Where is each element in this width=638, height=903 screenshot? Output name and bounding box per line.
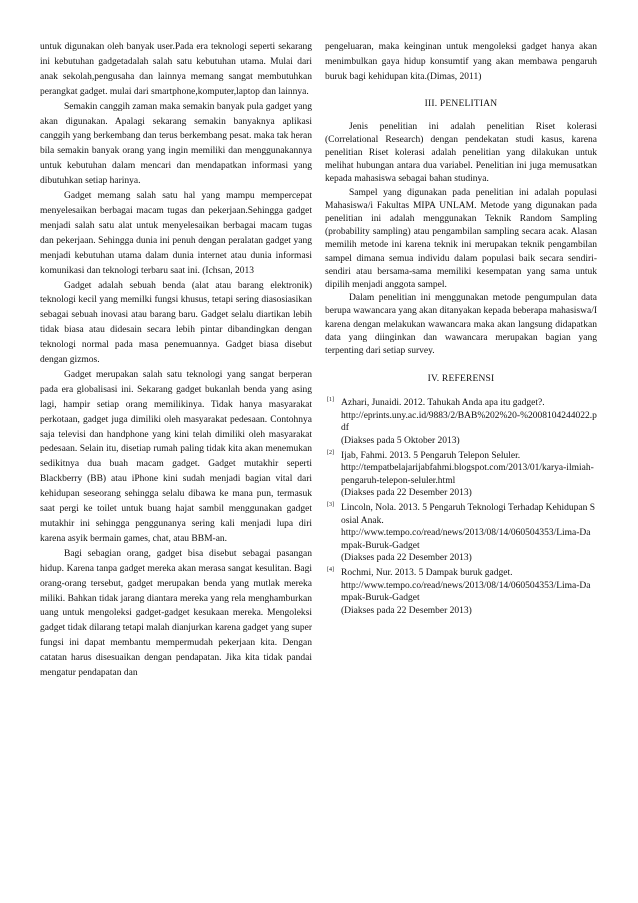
paragraph-gadget-growth: Semakin canggih zaman maka semakin banyak pula gadget yang akan digunakan. Apalagi sekarang semakin banyaknya aplikasi canggih yang berkembang dan terus berkembang pesat. maka tak heran bila semakin banyak orang yang ingin memiliki dan menggunakannya untuk kebutuhan dalam mencari dan mendapatkan informasi yang dibutuhkan setiap harinya. [40, 101, 312, 187]
section-heading-referensi: IV. REFERENSI [427, 374, 495, 385]
reference-access-date: (Diakses pada 5 Oktober 2013) [341, 435, 460, 446]
reference-number: [4] [327, 566, 334, 573]
reference-item [325, 502, 597, 565]
reference-citation: Lincoln, Nola. 2013. 5 Pengaruh Teknologi Terhadap Kehidupan Sosial Anak. [341, 502, 595, 526]
paragraph-sampling: Sampel yang digunakan pada penelitian ini adalah populasi Mahasiswa/i Fakultas MIPA UNLAM. Metode yang digunakan pada penelitian ini adalah menggunakan Teknik Random Sampling (probability sampling) atau pengambilan sampling secara acak. Alasan memilih metode ini karena teknik ini merupakan teknik pengambilan sampel dimana semua individu dalam populasi baik secara sendiri-sendiri atau bersama-sama memiliki kesempatan yang sama untuk dipilih menjadi anggota sampel. [325, 187, 597, 291]
reference-item [325, 567, 597, 617]
reference-url[interactable]: http://www.tempo.co/read/news/2013/08/14/060504353/Lima-Dampak-Buruk-Gadget [341, 528, 591, 551]
paragraph-gadget-globalization: Gadget merupakan salah satu teknologi yang sangat berperan pada era globalisasi ini. Sekarang gadget bukanlah benda yang asing lagi, hampir setiap orang memilikinya. Tidak hanya masyarakat perkotaan, gadget juga dimiliki oleh masyarakat pedesaan. Contohnya saja televisi dan handphone yang kini telah dimiliki oleh masyarakat pedesaan. Selain itu, disetiap rumah paling tidak kita akan menemukan sedikitnya dua buah macam gadget. Gadget mutakhir seperti Blackberry (BB) atau iPhone kini sudah menjadi bagian vital dari kehidupan seseorang sehingga selalu dibawa ke mana pun, termasuk saat pergi ke toilet untuk buang hajat sambil menggunakan gadget mutakhir ini sehingga penggunanya sering kali menjadi lupa diri karena asyik bermain games, chat, atau BBM-an. [40, 369, 312, 544]
paragraph-gadget-life-partner: Bagi sebagian orang, gadget bisa disebut sebagai pasangan hidup. Karena tanpa gadget mereka akan merasa sangat kesulitan. Bagi orang-orang tersebut, gadget merupakan benda yang mutlak mereka miliki. Bahkan tidak jarang diantara mereka yang rela menghamburkan uang untuk mengoleksi gadget-gadget kesukaan mereka. Mengoleksi gadget tidak dilarang tetapi malah dianjurkan karena gadget yang super fungsi ini dapat membantu mempermudah pekerjaan kita. Dengan catatan harus disesuaikan dengan pendapatan. Jika kita tidak pandai mengatur pendapatan dan [40, 548, 312, 679]
reference-url[interactable]: http://eprints.uny.ac.id/9883/2/BAB%202%20-%2008104244022.pdf [341, 410, 597, 434]
reference-access-date: (Diakses pada 22 Desember 2013) [341, 553, 472, 564]
paragraph-intro-continued: untuk digunakan oleh banyak user.Pada era teknologi seperti sekarang ini kebutuhan gadgetadalah salah satu kebutuhan utama. Mulai dari anak sekolah,pengusaha dan lainnya memang sangat membutuhkan perangkat gadget. mulai dari smartphone,komputer,laptop dan lainnya. [40, 42, 312, 97]
reference-number: [1] [327, 397, 334, 404]
reference-number: [3] [327, 501, 334, 508]
reference-item [325, 450, 597, 500]
reference-item [325, 397, 597, 447]
reference-citation: Azhari, Junaidi. 2012. Tahukah Anda apa itu gadget?. [341, 398, 545, 409]
section-heading-penelitian: III. PENELITIAN [424, 98, 498, 109]
paragraph-consumptive-lifestyle: pengeluaran, maka keinginan untuk mengoleksi gadget hanya akan menimbulkan gaya hidup konsumtif yang akan membawa pengaruh buruk bagi kehidupan kita.(Dimas, 2011) [325, 42, 597, 82]
left-column [40, 40, 312, 681]
reference-list [325, 397, 597, 617]
reference-access-date: (Diakses pada 22 Desember 2013) [341, 488, 472, 499]
paragraph-gadget-tasks: Gadget memang salah satu hal yang mampu mempercepat menyelesaikan berbagai macam tugas dan pekerjaan.Sehingga gadget menjadi salah satu alat untuk menyelesaikan berbagai macam tugas dan pekerjaan. Sehingga dunia ini penuh dengan peralatan gadget yang menjadi kebutuhan utama dalam dunia internet atau dunia informasi komunikasi dan teknologi terbaru saat ini. (Ichsan, 2013 [40, 191, 312, 276]
right-column [325, 40, 597, 619]
reference-url[interactable]: http://www.tempo.co/read/news/2013/08/14/060504353/Lima-Dampak-Buruk-Gadget [341, 580, 591, 604]
method-section [325, 121, 597, 359]
reference-citation: Ijab, Fahmi. 2013. 5 Pengaruh Telepon Seluler. [341, 450, 521, 461]
reference-access-date: (Diakses pada 22 Desember 2013) [341, 605, 472, 616]
reference-url[interactable]: http://tempatbelajarijabfahmi.blogspot.com/2013/01/karya-ilmiah-pengaruh-telepon-seluler.html [341, 463, 594, 486]
reference-number: [2] [327, 449, 334, 456]
paragraph-data-collection: Dalam penelitian ini menggunakan metode pengumpulan data berupa wawancara yang akan ditanyakan kepada beberapa mahasiswa/I karena dengan melakukan wawancara maka akan langsung didapatkan data yang diinginkan dan wawancara merupakan bagian yang terpenting dari setiap survey. [325, 293, 597, 357]
reference-citation: Rochmi, Nur. 2013. 5 Dampak buruk gadget. [341, 567, 513, 578]
paragraph-gadget-definition: Gadget adalah sebuah benda (alat atau barang elektronik) teknologi kecil yang memilki fungsi khusus, tetapi sering diasosiasikan sebagai sebuah inovasi atau barang baru. Gadget selalu diartikan lebih tidak biasa atau didesain secara lebih pintar dibandingkan dengan teknologi normal pada masa penemuannya. Gadget biasa disebut dengan gizmos. [40, 280, 312, 366]
paragraph-research-type: Jenis penelitian ini adalah penelitian Riset kolerasi (Correlational Research) dengan pendekatan studi kasus, karena penelitian Riset kolerasi adalah penelitian yang dilakukan untuk melihat hubungan antara dua variabel. Penelitian ini juga memusatkan kepada mahasiswa sebagai bahan studinya. [325, 121, 597, 185]
